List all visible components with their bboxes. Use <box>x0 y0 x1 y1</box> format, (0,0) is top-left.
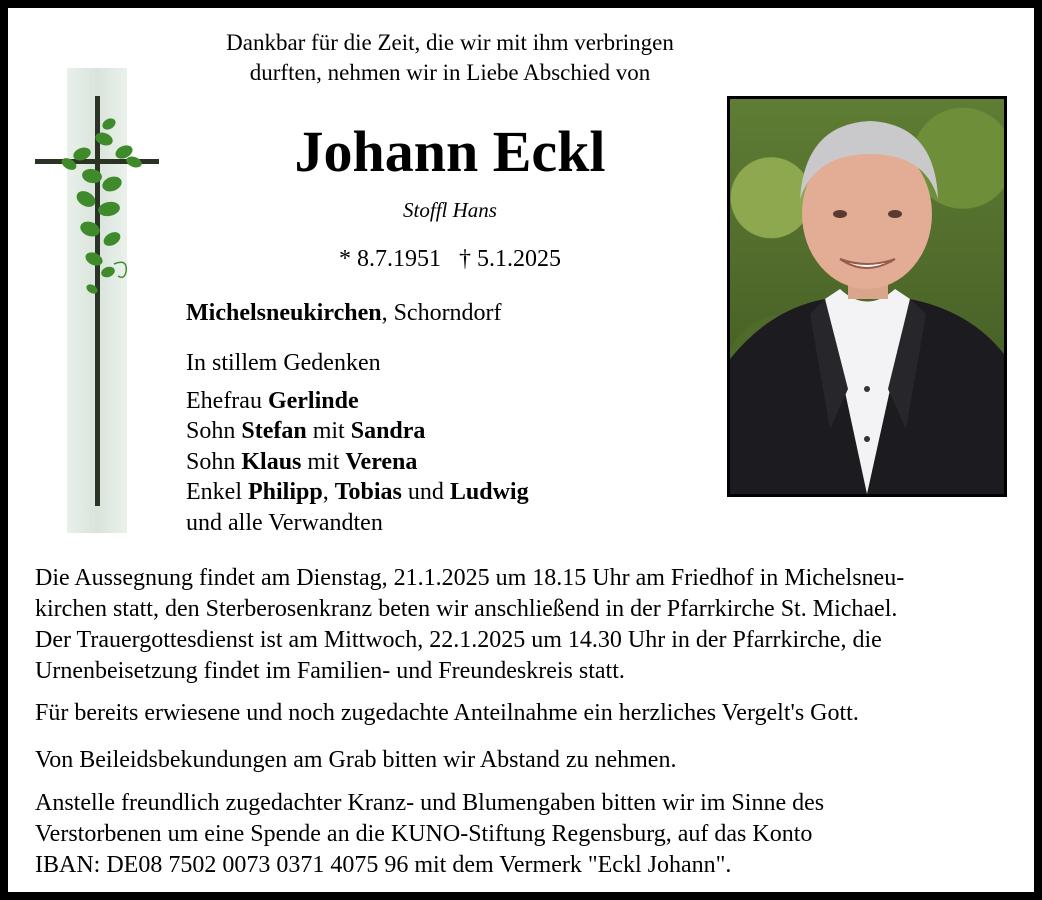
mourner-conjunction: mit <box>301 448 346 475</box>
life-dates: * 8.7.1951 † 5.1.2025 <box>339 246 561 272</box>
portrait-illustration <box>730 99 1004 494</box>
mourner-line <box>186 416 529 447</box>
obituary-card <box>8 8 1034 892</box>
mourner-line <box>186 447 529 478</box>
mourner-conjunction: und <box>401 479 450 505</box>
mourners-heading: In stillem Gedenken <box>186 350 381 376</box>
mourner-name: Klaus <box>241 448 302 475</box>
intro-text <box>158 28 742 88</box>
thanks-line: Für bereits erwiesene und noch zugedachte Anteilnahme ein herzliches Vergelt's Gott. <box>35 700 859 726</box>
details-line: Der Trauergottesdienst ist am Mittwoch, 22.1.2025 um 14.30 Uhr in der Pfarrkirche, die <box>35 627 882 653</box>
mourner-role: Enkel <box>186 479 248 505</box>
funeral-details <box>35 563 1010 881</box>
ivy-cross-icon <box>34 94 164 509</box>
mourner-line <box>186 477 529 508</box>
details-line: Die Aussegnung findet am Dienstag, 21.1.2025 um 18.15 Uhr am Friedhof in Michelsneu- <box>35 565 905 591</box>
mourner-name: Sandra <box>350 418 426 444</box>
mourner-role: Sohn <box>186 418 242 444</box>
details-line: kirchen statt, den Sterberosenkranz beten wir anschließend in der Pfarrkirche St. Michael. <box>35 596 898 622</box>
mourner-name: Stefan <box>241 418 307 444</box>
mourner-name: Philipp <box>247 479 323 505</box>
mourner-name: Verena <box>345 448 418 475</box>
mourner-separator: , <box>322 479 335 505</box>
mourner-name: Ludwig <box>449 479 529 505</box>
place-main: Michelsneukirchen <box>186 300 382 326</box>
nickname: Stoffl Hans <box>403 198 497 222</box>
intro-line: durften, nehmen wir in Liebe Abschied von <box>249 60 651 85</box>
mourner-conjunction: mit <box>306 418 351 444</box>
mourners-list <box>186 348 529 538</box>
portrait-photo <box>727 96 1007 497</box>
mourner-line <box>186 386 529 417</box>
donation-line: Verstorbenen um eine Spende an die KUNO-Stiftung Regensburg, auf das Konto <box>35 821 813 847</box>
intro-line: Dankbar für die Zeit, die wir mit ihm verbringen <box>226 30 674 55</box>
donation-line: IBAN: DE08 7502 0073 0371 4075 96 mit dem Vermerk "Eckl Johann". <box>35 852 732 878</box>
donation-line: Anstelle freundlich zugedachter Kranz- und Blumengaben bitten wir im Sinne des <box>35 790 825 816</box>
mourner-name: Tobias <box>334 479 402 505</box>
condolence-note: Von Beileidsbekundungen am Grab bitten wir Abstand zu nehmen. <box>35 747 677 773</box>
mourner-role: Sohn <box>186 448 242 475</box>
deceased-name: Johann Eckl <box>294 119 606 184</box>
place-rest: , Schorndorf <box>381 300 502 326</box>
mourner-line: und alle Verwandten <box>186 509 383 536</box>
places <box>186 298 502 328</box>
mourner-name: Gerlinde <box>267 387 359 414</box>
mourner-role: Ehefrau <box>186 387 268 414</box>
details-line: Urnenbeisetzung findet im Familien- und Freundeskreis statt. <box>35 658 625 684</box>
